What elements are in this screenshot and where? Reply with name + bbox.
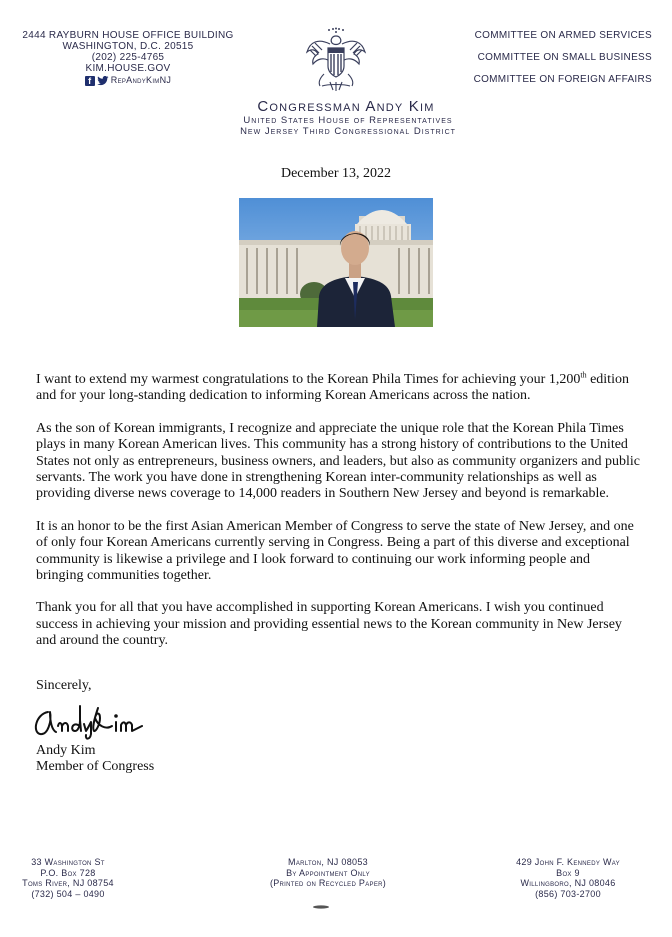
letterhead-title <box>0 98 672 137</box>
handwritten-signature <box>28 698 158 744</box>
district-line: New Jersey Third Congressional District <box>240 126 456 137</box>
paragraph-congratulations <box>36 372 640 405</box>
letter-date: December 13, 2022 <box>280 166 392 181</box>
signer-block <box>36 743 154 776</box>
committee-item: COMMITTEE ON ARMED SERVICES <box>474 30 652 41</box>
capitol-portrait-photo <box>239 198 433 327</box>
office-address: 2444 RAYBURN HOUSE OFFICE BUILDING <box>22 30 234 41</box>
committee-list <box>452 30 652 96</box>
social-handle: RepAndyKimNJ <box>110 75 172 85</box>
social-row <box>18 75 238 86</box>
footer-office-marlton <box>238 857 418 889</box>
p1-text-a: I want to extend my warmest congratulations to the Korean Phila Times for achieving your 1,200 <box>36 372 581 387</box>
committee-item: COMMITTEE ON SMALL BUSINESS <box>477 52 652 63</box>
committee-item: COMMITTEE ON FOREIGN AFFAIRS <box>473 74 652 85</box>
ordinal-suffix: th <box>580 370 587 380</box>
paragraph-thanks: Thank you for all that you have accomplished in supporting Korean Americans. I wish you continued success in achieving your mission and providing essential news to the Korean community in New Jersey and around the country. <box>36 600 622 649</box>
footer-line: P.O. Box 728 <box>40 867 96 878</box>
p1-text-b: edition and for your long-standing dedication to informing Korean Americans across the nation. <box>36 372 629 404</box>
footer-line: Willingboro, NJ 08046 <box>520 878 616 888</box>
closing-salutation: Sincerely, <box>36 678 92 693</box>
house-seal-eagle-emblem <box>304 26 368 94</box>
paragraph-honor: It is an honor to be the first Asian American Member of Congress to serve the state of New Jersey, and one of only four Korean Americans currently serving in Congress. Being a part of this diverse and exceptional community is likewise a privilege and I look forward to continuing our work informing people and bringing communities together. <box>36 518 634 584</box>
office-contact-block <box>18 30 238 86</box>
footer-line: Box 9 <box>556 867 580 878</box>
twitter-icon <box>97 76 109 86</box>
printer-mark-icon <box>312 905 330 909</box>
signer-name: Andy Kim <box>36 743 96 758</box>
congressman-name: Congressman Andy Kim <box>257 98 435 115</box>
office-phone: (202) 225-4765 <box>91 52 165 63</box>
footer-office-toms-river <box>8 857 128 899</box>
footer-line: Toms River, NJ 08754 <box>22 878 114 888</box>
facebook-icon: f <box>85 76 95 86</box>
footer-line: (856) 703-2700 <box>535 888 601 899</box>
footer-line: Marlton, NJ 08053 <box>288 857 368 867</box>
footer-line: 429 John F. Kennedy Way <box>516 857 620 867</box>
office-city: WASHINGTON, D.C. 20515 <box>62 41 194 52</box>
footer-line: 33 Washington St <box>31 857 105 867</box>
office-website: KIM.HOUSE.GOV <box>85 63 171 74</box>
signer-title: Member of Congress <box>36 759 155 775</box>
house-line: United States House of Representatives <box>243 115 453 126</box>
footer-line: (732) 504 – 0490 <box>31 888 105 899</box>
footer-line: By Appointment Only <box>286 867 370 878</box>
footer-line: (Printed on Recycled Paper) <box>269 878 387 888</box>
footer-office-willingboro <box>498 857 638 899</box>
paragraph-immigrants: As the son of Korean immigrants, I recognize and appreciate the unique role that the Korean Phila Times plays in many Korean American lives. This community has a strong history of contributions to the United States not only as entrepreneurs, business owners, and leaders, but also as community organizers and public servants. The work you have done in strengthening Korean inter-community relationships as well as providing diverse news coverage to 14,000 readers in Southern New Jersey and beyond is remarkable. <box>36 420 640 502</box>
letter-body <box>36 372 640 666</box>
